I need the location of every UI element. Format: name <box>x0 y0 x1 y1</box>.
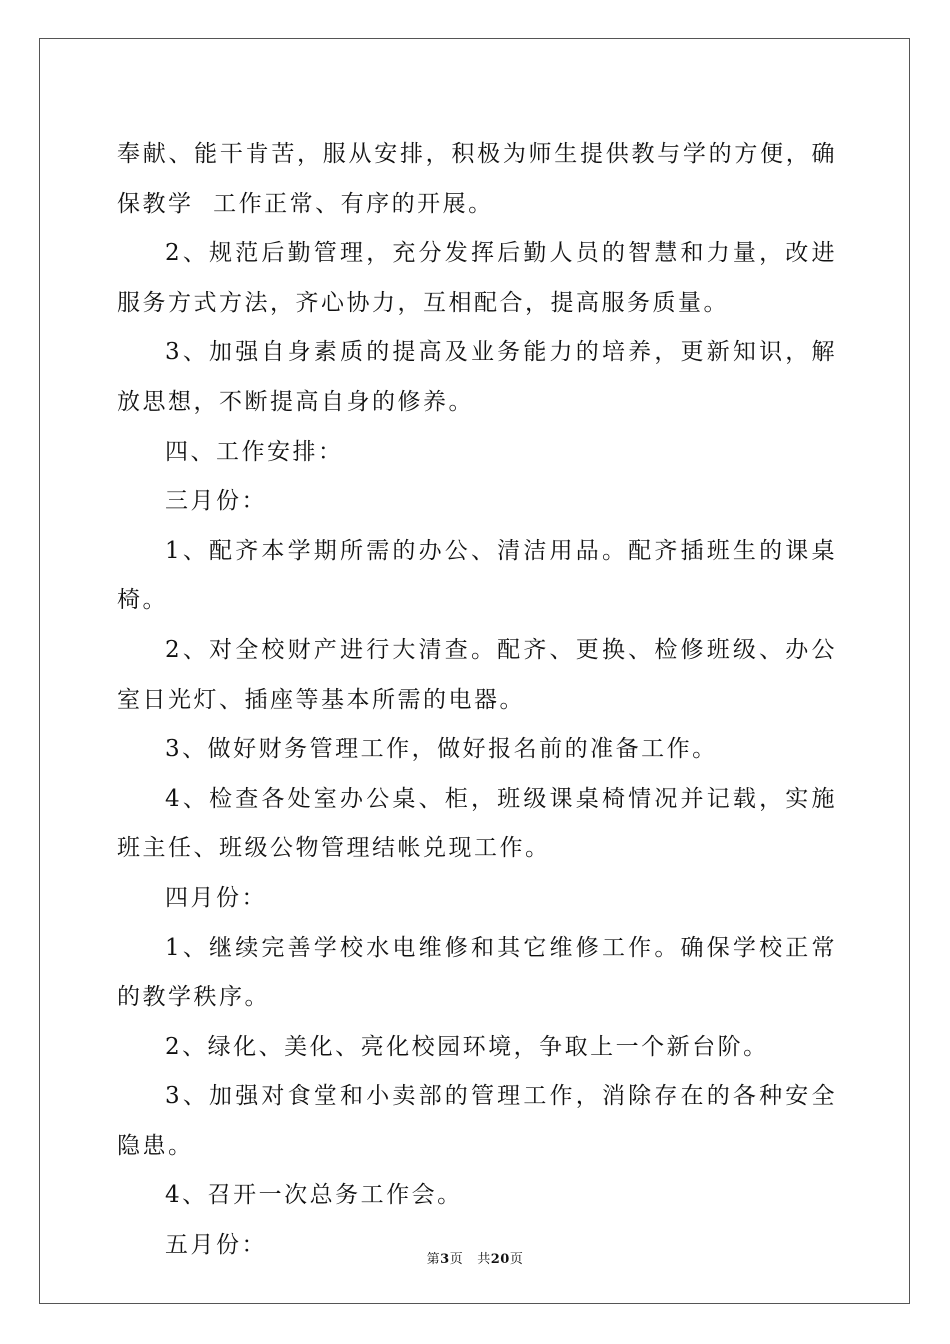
paragraph-2: 2、规范后勤管理，充分发挥后勤人员的智慧和力量，改进服务方式方法，齐心协力，互相配合，提高服务质量。 <box>117 240 837 316</box>
body-text <box>117 130 837 1271</box>
month-heading-may: 五月份： <box>165 1232 267 1259</box>
march-item-4: 4、检查各处室办公桌、柜，班级课桌椅情况并记载，实施班主任、班级公物管理结帐兑现工作。 <box>117 785 837 862</box>
page-suffix: 页 <box>449 1252 464 1267</box>
total-suffix: 页 <box>509 1252 524 1267</box>
paragraph-1: 奉献、能干肯苦，服从安排，积极为师生提供教与学的方便，确保教学 工作正常、有序的开展。 <box>117 141 837 217</box>
march-item-3: 3、做好财务管理工作，做好报名前的准备工作。 <box>165 736 718 763</box>
page-prefix: 第 <box>426 1252 441 1267</box>
page-number: 3 <box>440 1252 450 1267</box>
page-footer <box>0 1248 950 1267</box>
section-heading-work-arrangement: 四、工作安排： <box>165 438 344 465</box>
april-item-4: 4、召开一次总务工作会。 <box>165 1182 463 1209</box>
march-item-1: 1、配齐本学期所需的办公、清洁用品。配齐插班生的课桌椅。 <box>117 537 837 614</box>
total-pages: 20 <box>490 1252 510 1267</box>
month-heading-april: 四月份： <box>165 884 267 911</box>
paragraph-3: 3、加强自身素质的提高及业务能力的培养，更新知识，解放思想，不断提高自身的修养。 <box>117 339 837 415</box>
total-prefix: 共 <box>477 1252 491 1267</box>
april-item-3: 3、加强对食堂和小卖部的管理工作，消除存在的各种安全隐患。 <box>117 1083 837 1159</box>
month-heading-march: 三月份： <box>165 488 267 515</box>
march-item-2: 2、对全校财产进行大清查。配齐、更换、检修班级、办公室日光灯、插座等基本所需的电器。 <box>117 636 837 713</box>
april-item-1: 1、继续完善学校水电维修和其它维修工作。确保学校正常的教学秩序。 <box>117 934 837 1011</box>
april-item-2: 2、绿化、美化、亮化校园环境，争取上一个新台阶。 <box>165 1033 769 1060</box>
